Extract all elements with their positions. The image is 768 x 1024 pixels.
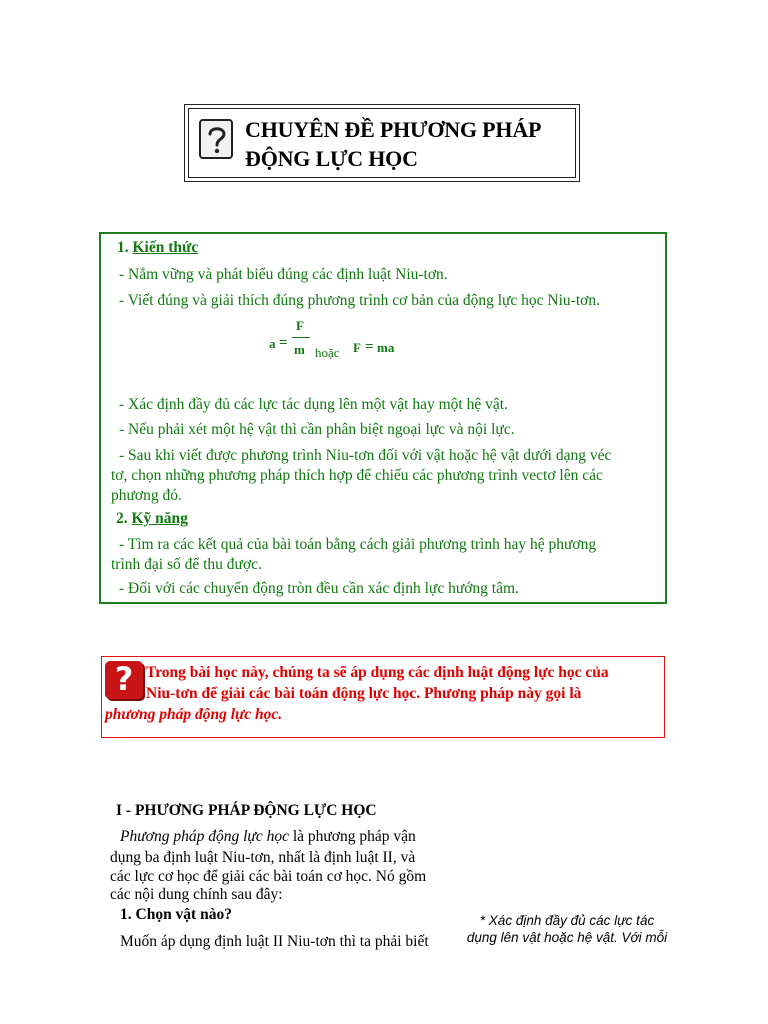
- question-icon: ?: [105, 661, 143, 699]
- section-intro-italic: Phương pháp động lực học: [120, 828, 289, 845]
- skills-item-2: - Đối với các chuyển động tròn đều cần xác định lực hướng tâm.: [119, 580, 519, 597]
- note-box: [101, 656, 665, 738]
- sub-line: Muốn áp dụng định luật II Niu-tơn thì ta phải biết: [120, 933, 429, 950]
- skills-heading-text: Kỹ năng: [131, 510, 188, 527]
- knowledge-item-1: - Nắm vững và phát biểu đúng các định luật Niu-tơn.: [119, 266, 448, 283]
- note-line-3: phương pháp động lực học.: [105, 706, 283, 723]
- side-note: [462, 912, 672, 946]
- skills-item-1b: trình đại số để thu được.: [111, 556, 262, 573]
- formula-rhs-m: ma: [377, 340, 395, 355]
- skills-heading: [116, 510, 188, 528]
- section-intro: [120, 828, 416, 846]
- title-line-1: CHUYÊN ĐỀ PHƯƠNG PHÁP: [245, 117, 542, 142]
- knowledge-item-5: - Sau khi viết được phương trình Niu-tơn đối với vật hoặc hệ vật dưới dạng véc: [119, 447, 612, 464]
- sub-heading: 1. Chọn vật nào?: [120, 906, 232, 923]
- formula-connector: hoặc: [315, 345, 340, 360]
- formula-rhs-eq: =: [365, 339, 374, 355]
- knowledge-item-2: - Viết đúng và giải thích đúng phương trình cơ bản của động lực học Niu-tơn.: [119, 292, 600, 309]
- section-intro-rest: là phương pháp vận: [288, 828, 416, 845]
- title-line-2: ĐỘNG LỰC HỌC: [245, 146, 418, 171]
- formula-denominator: m: [294, 342, 305, 357]
- section-line-3: các nội dung chính sau đây:: [110, 886, 283, 903]
- fraction-bar: [292, 337, 310, 338]
- knowledge-heading-text: Kiến thức: [132, 239, 199, 256]
- formula-eq: =: [279, 335, 288, 351]
- note-line-2: Niu-tơn để giải các bài toán động lực học. Phương pháp này gọi là: [146, 685, 582, 702]
- objectives-box: [99, 232, 667, 604]
- side-note-line-1: * Xác định đầy đủ các lực tác: [479, 913, 655, 928]
- page-title: [245, 115, 541, 173]
- formula-lhs: a: [269, 336, 276, 351]
- formula-rhs-f: F: [353, 340, 361, 355]
- knowledge-item-3: - Xác định đầy đủ các lực tác dụng lên một vật hay một hệ vật.: [119, 396, 508, 413]
- knowledge-item-4: - Nếu phải xét một hệ vật thì cần phân biệt ngoại lực và nội lực.: [119, 421, 515, 438]
- knowledge-item-5c: phương đó.: [111, 487, 182, 504]
- newton-formula: [269, 318, 409, 362]
- knowledge-heading: [117, 239, 198, 257]
- section-line-1: dụng ba định luật Niu-tơn, nhất là định luật II, và: [110, 849, 416, 866]
- side-note-line-2: dụng lên vật hoặc hệ vật. Với mỗi: [466, 930, 668, 945]
- knowledge-heading-number: 1.: [117, 239, 129, 256]
- title-box: [184, 104, 580, 182]
- knowledge-item-5b: tơ, chọn những phương pháp thích hợp để chiếu các phương trình vectơ lên các: [111, 467, 603, 484]
- question-icon: [199, 119, 233, 159]
- skills-heading-number: 2.: [116, 510, 128, 527]
- note-line-1: Trong bài học này, chúng ta sẽ áp dụng các định luật động lực học của: [146, 664, 609, 681]
- section-line-2: các lực cơ học để giải các bài toán cơ học. Nó gồm: [110, 868, 427, 885]
- formula-numerator: F: [296, 318, 304, 333]
- skills-item-1: - Tìm ra các kết quả của bài toán bằng cách giải phương trình hay hệ phương: [119, 536, 597, 553]
- section-title: I - PHƯƠNG PHÁP ĐỘNG LỰC HỌC: [116, 802, 377, 819]
